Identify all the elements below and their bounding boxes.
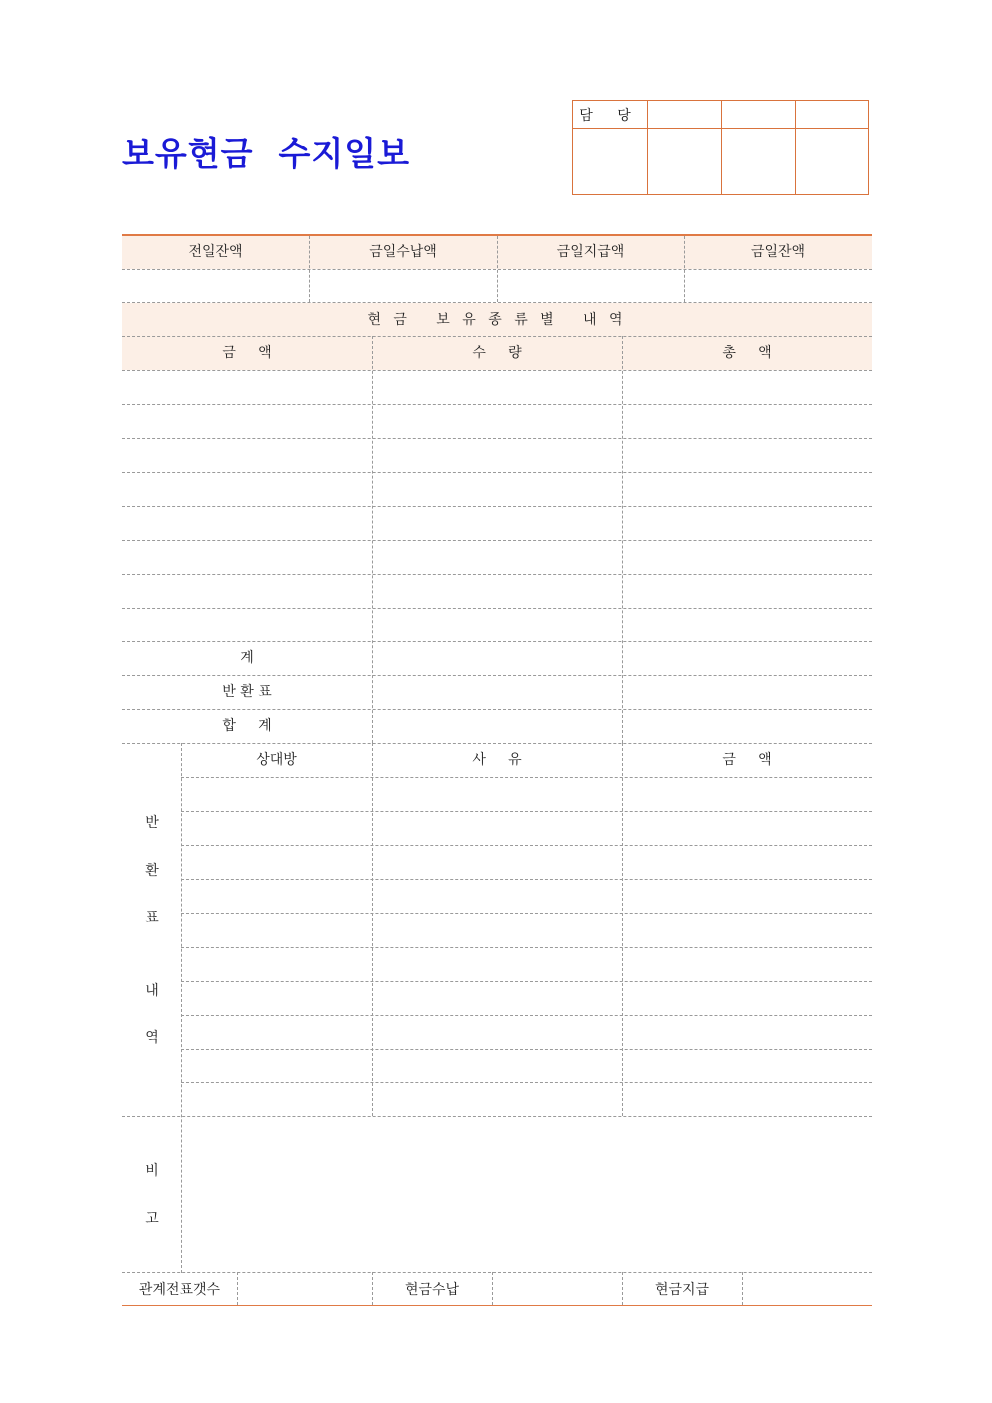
return-col-party: 상대방 <box>256 752 297 768</box>
balance-header-today: 금일잔액 <box>750 244 806 260</box>
return-label-char: 내 <box>145 983 159 999</box>
return-label-char: 환 <box>145 863 159 879</box>
table-row <box>181 947 872 948</box>
balance-header-prev: 전일잔액 <box>188 244 243 260</box>
divider <box>622 743 623 1116</box>
table-row <box>181 1082 872 1083</box>
cash-col-total: 총 액 <box>722 345 772 361</box>
approval-sign-cell[interactable] <box>573 129 648 194</box>
cash-summary-total: 합 계 <box>222 718 272 734</box>
return-col-amount: 금 액 <box>722 752 772 768</box>
approval-header-cell <box>648 101 722 129</box>
cash-summary-return: 반 환 표 <box>222 684 272 700</box>
divider <box>122 336 872 337</box>
footer-cash-paid-label: 현금지급 <box>654 1282 710 1298</box>
table-row <box>122 472 872 473</box>
table-row <box>122 709 872 710</box>
table-row <box>181 913 872 914</box>
remarks-label-char: 비 <box>145 1163 159 1179</box>
cash-col-quantity: 수 량 <box>472 345 522 361</box>
approval-sign-cell[interactable] <box>648 129 722 194</box>
approval-sign-cell[interactable] <box>796 129 868 194</box>
balance-header-paid: 금일지급액 <box>556 244 625 260</box>
footer-voucher-count-label: 관계전표갯수 <box>138 1282 221 1298</box>
table-row <box>122 404 872 405</box>
cash-summary-subtotal: 계 <box>240 650 254 666</box>
footer-cash-received-label: 현금수납 <box>404 1282 460 1298</box>
bottom-rule <box>122 1305 872 1306</box>
table-row <box>122 641 872 642</box>
table-row <box>122 438 872 439</box>
table-row <box>181 777 872 778</box>
table-row <box>181 981 872 982</box>
approval-header-cell <box>796 101 868 129</box>
voucher-count-field[interactable] <box>238 1273 372 1305</box>
table-row <box>181 1049 872 1050</box>
table-row <box>122 574 872 575</box>
return-label-char: 표 <box>145 910 159 926</box>
approval-sign-cell[interactable] <box>722 129 796 194</box>
return-col-reason: 사 유 <box>472 752 522 768</box>
cash-received-field[interactable] <box>493 1273 622 1305</box>
page-title: 보유현금 수지일보 <box>122 134 411 173</box>
approval-header-cell <box>722 101 796 129</box>
table-row <box>122 370 872 371</box>
table-row <box>122 506 872 507</box>
cash-col-amount: 금 액 <box>222 345 272 361</box>
table-row <box>122 743 872 744</box>
divider <box>122 269 872 270</box>
table-row <box>122 608 872 609</box>
approval-label: 담 당 <box>573 101 648 129</box>
table-row <box>181 1015 872 1016</box>
approval-box <box>572 100 869 195</box>
table-row <box>181 845 872 846</box>
table-row <box>181 811 872 812</box>
remarks-label-char: 고 <box>145 1211 159 1227</box>
table-row <box>181 879 872 880</box>
divider <box>372 743 373 1116</box>
table-row <box>122 675 872 676</box>
return-label-char: 반 <box>145 815 159 831</box>
return-label-char: 역 <box>145 1030 159 1046</box>
balance-header-received: 금일수납액 <box>369 244 437 260</box>
remarks-field[interactable] <box>182 1117 872 1272</box>
cash-paid-field[interactable] <box>743 1273 872 1305</box>
cash-section-title: 현 금 보 유 종 류 별 내 역 <box>367 312 627 328</box>
table-row <box>122 540 872 541</box>
